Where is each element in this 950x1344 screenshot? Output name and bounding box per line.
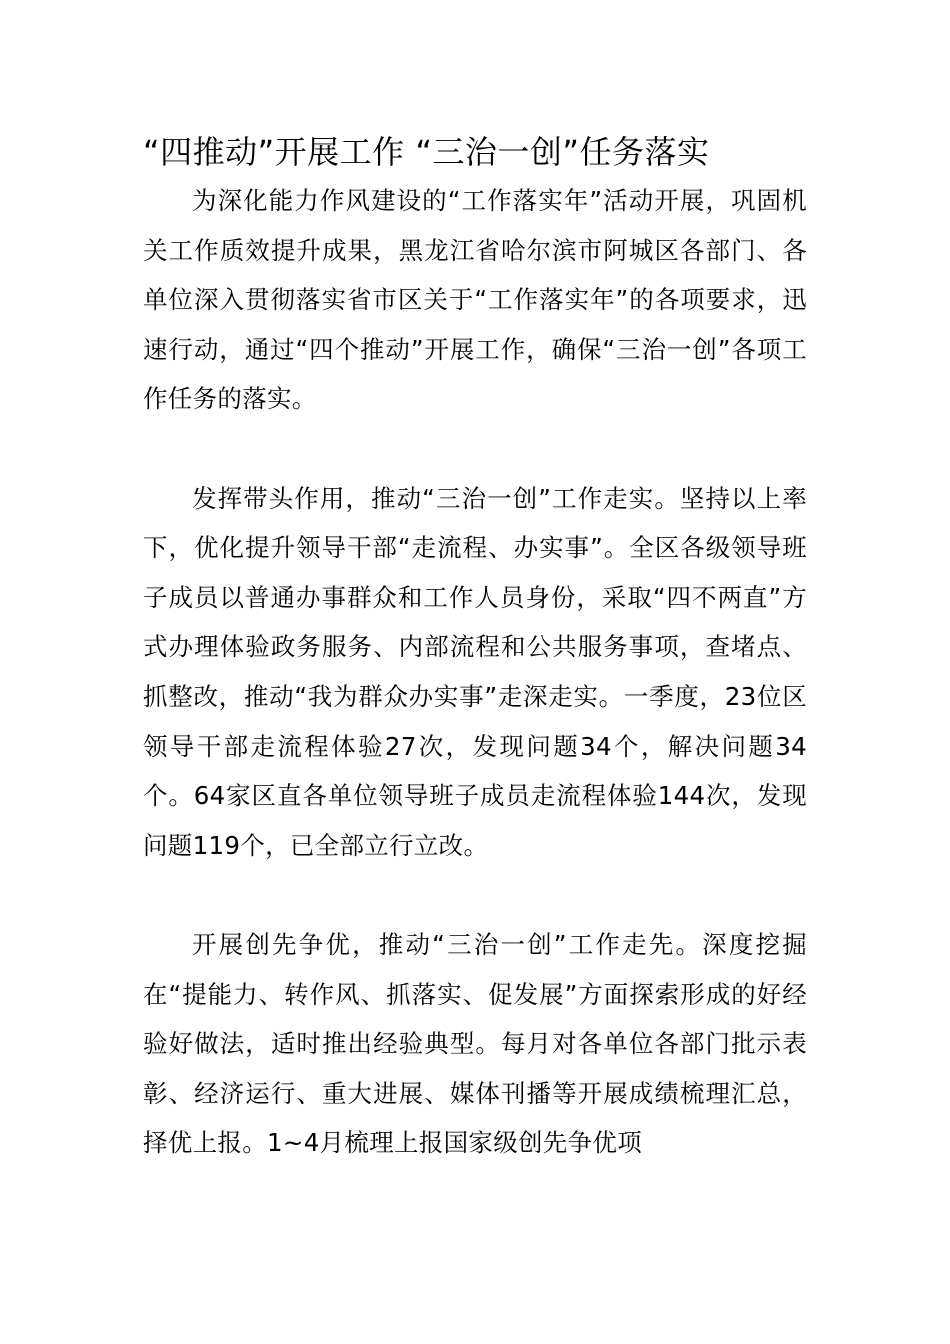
paragraph-excellence: 开展创先争优，推动“三治一创”工作走先。深度挖掘在“提能力、转作风、抓落实、促发展”方面探索形成的好经验好做法，适时推出经验典型。每月对各单位各部门批示表彰、经济运行、重大进展、媒体刊播等开展成绩梳理汇总，择优上报。1~4月梳理上报国家级创先争优项 — [143, 929, 807, 1158]
paragraph-lead-by-example: 发挥带头作用，推动“三治一创”工作走实。坚持以上率下，优化提升领导干部“走流程、办实事”。全区各级领导班子成员以普通办事群众和工作人员身份，采取“四不两直”方式办理体验政务服务、内部流程和公共服务事项，查堵点、抓整改，推动“我为群众办实事”走深走实。一季度，23位区领导干部走流程体验27次，发现问题34个，解决问题34个。64家区直各单位领导班子成员走流程体验144次，发现问题119个，已全部立行立改。 — [143, 483, 807, 860]
document-title: “四推动”开展工作 “三治一创”任务落实 — [143, 133, 710, 171]
document-page — [143, 128, 807, 1168]
paragraph-spacer — [143, 424, 807, 474]
paragraph-intro: 为深化能力作风建设的“工作落实年”活动开展，巩固机关工作质效提升成果，黑龙江省哈尔滨市阿城区各部门、各单位深入贯彻落实省市区关于“工作落实年”的各项要求，迅速行动，通过“四个推动”开展工作，确保“三治一创”各项工作任务的落实。 — [143, 186, 807, 414]
paragraph-spacer — [143, 870, 807, 920]
